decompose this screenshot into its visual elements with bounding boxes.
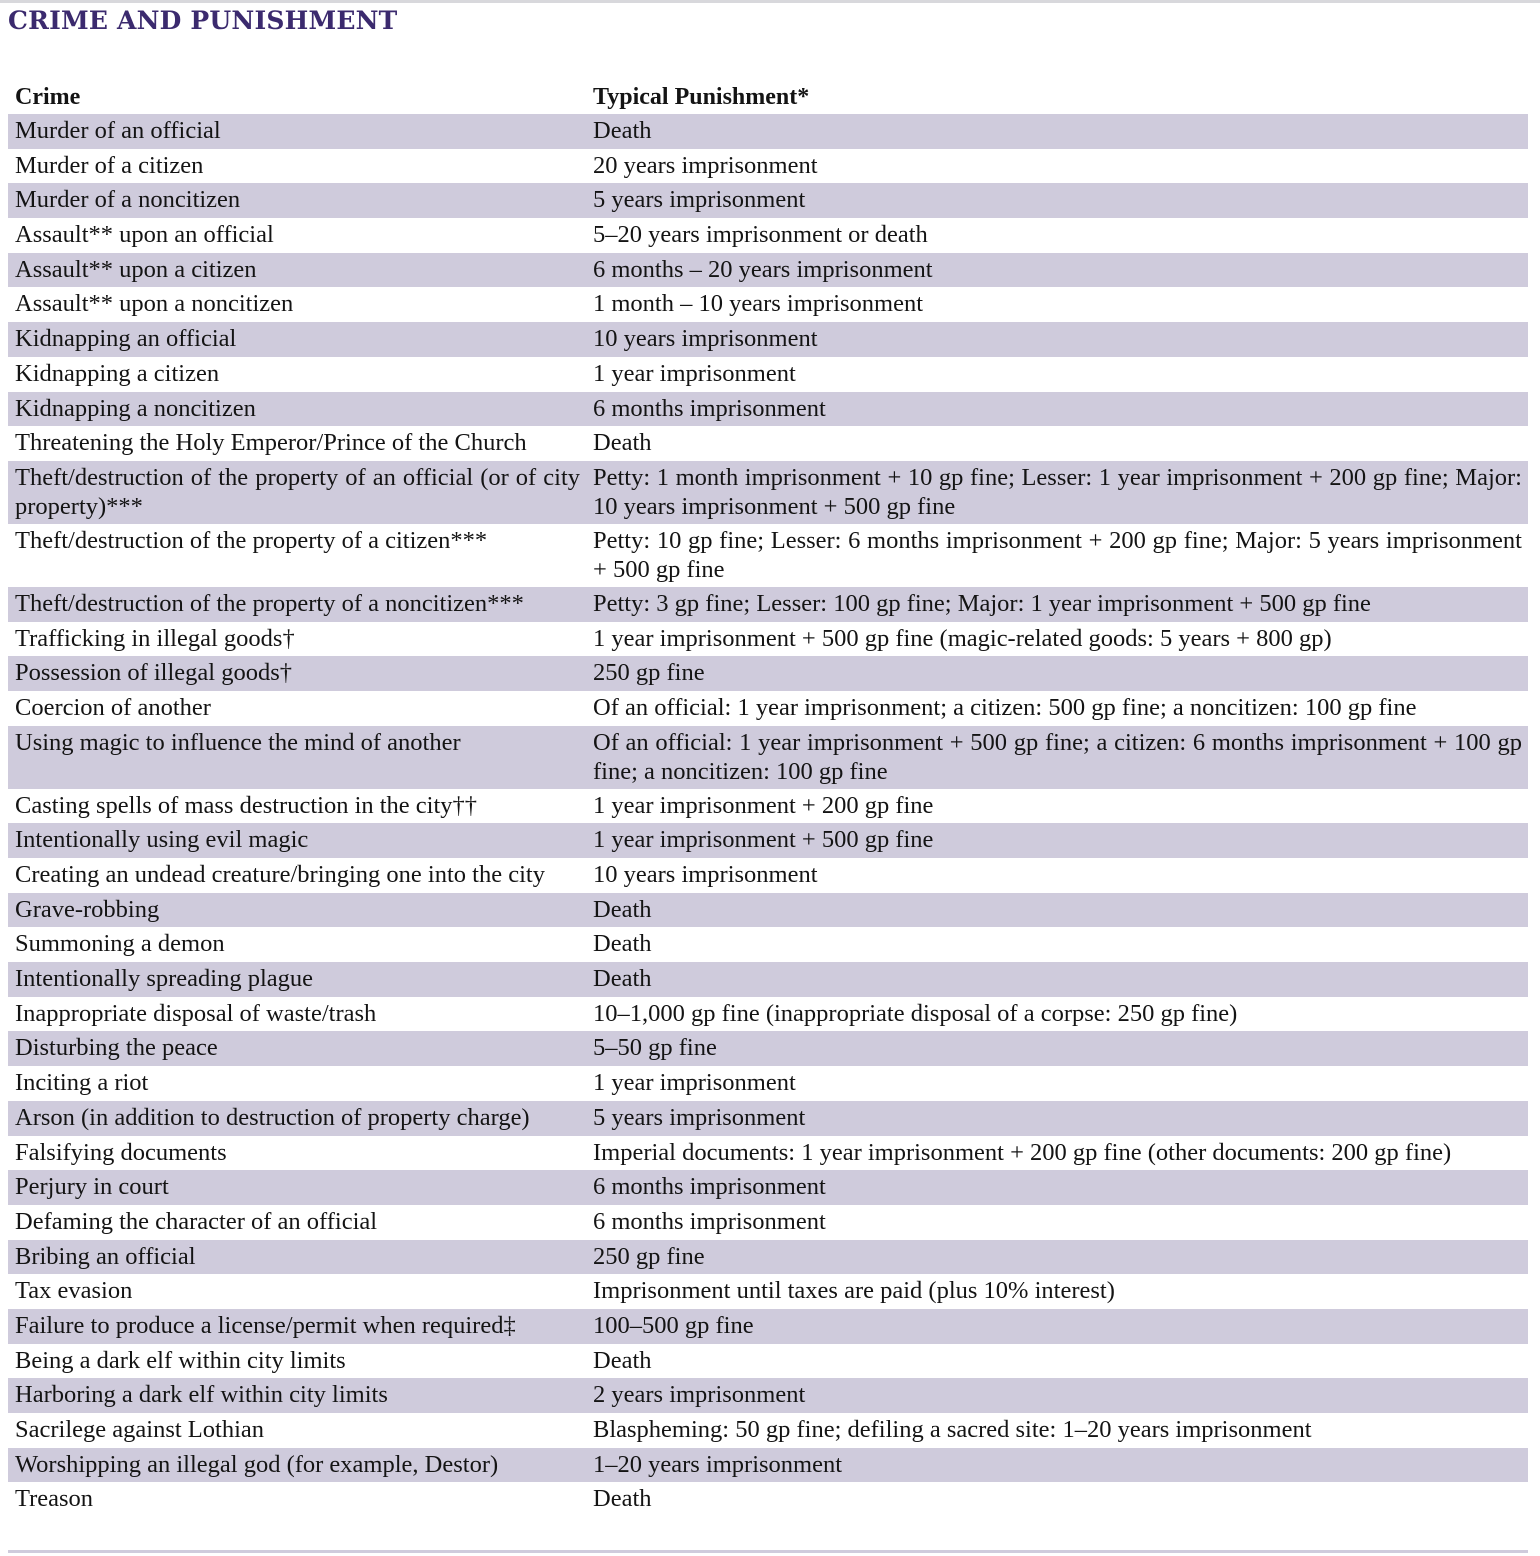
table-row	[8, 789, 1528, 824]
punishment-cell: Petty: 1 month imprisonment + 10 gp fine; Lesser: 1 year imprisonment + 200 gp fine; Major: 10 years imprisonment + 500 gp fine	[593, 463, 1522, 520]
table-row	[8, 962, 1528, 997]
punishment-cell: Death	[593, 965, 652, 993]
bottom-rule	[8, 1550, 1528, 1553]
table-body	[8, 114, 1528, 1517]
table-row	[8, 622, 1528, 657]
crime-cell: Disturbing the peace	[15, 1034, 218, 1062]
table-row	[8, 1170, 1528, 1205]
crime-cell: Inciting a riot	[15, 1069, 149, 1097]
crime-cell: Possession of illegal goods†	[15, 659, 292, 687]
table-row	[8, 1274, 1528, 1309]
table-row	[8, 691, 1528, 726]
header-crime: Crime	[15, 84, 81, 110]
table-row	[8, 1136, 1528, 1171]
punishment-cell: 10–1,000 gp fine (inappropriate disposal of a corpse: 250 gp fine)	[593, 999, 1238, 1027]
crime-cell: Kidnapping an official	[15, 325, 237, 353]
punishment-cell: Petty: 3 gp fine; Lesser: 100 gp fine; Major: 1 year imprisonment + 500 gp fine	[593, 589, 1371, 617]
punishment-cell: 100–500 gp fine	[593, 1311, 754, 1339]
crime-cell: Intentionally using evil magic	[15, 826, 309, 854]
table-row	[8, 357, 1528, 392]
table-row	[8, 1240, 1528, 1275]
table-row	[8, 183, 1528, 218]
table-row	[8, 1066, 1528, 1101]
punishment-cell: Imprisonment until taxes are paid (plus 10% interest)	[593, 1277, 1115, 1305]
punishment-cell: 6 months imprisonment	[593, 1173, 826, 1201]
crime-cell: Being a dark elf within city limits	[15, 1346, 346, 1374]
table-row	[8, 287, 1528, 322]
table-row	[8, 524, 1528, 587]
table-row	[8, 114, 1528, 149]
crime-cell: Kidnapping a noncitizen	[15, 394, 256, 422]
crime-cell: Murder of a citizen	[15, 151, 204, 179]
crime-cell: Theft/destruction of the property of a noncitizen***	[15, 589, 524, 617]
punishment-cell: 5–50 gp fine	[593, 1034, 717, 1062]
crime-cell: Summoning a demon	[15, 930, 225, 958]
punishment-cell: Death	[593, 117, 652, 144]
crime-cell: Failure to produce a license/permit when required‡	[15, 1311, 516, 1339]
crime-punishment-table	[8, 80, 1528, 1517]
punishment-cell: 5 years imprisonment	[593, 1103, 806, 1131]
table-row	[8, 1413, 1528, 1448]
crime-cell: Treason	[15, 1485, 94, 1513]
table-row	[8, 858, 1528, 893]
crime-cell: Grave-robbing	[15, 895, 160, 923]
punishment-cell: 250 gp fine	[593, 659, 705, 687]
punishment-cell: Of an official: 1 year imprisonment + 500 gp fine; a citizen: 6 months imprisonment + 100 gp fine; a noncitizen: 100 gp fine	[593, 728, 1522, 785]
crime-cell: Harboring a dark elf within city limits	[15, 1381, 388, 1409]
punishment-cell: Death	[593, 895, 652, 923]
header-punishment: Typical Punishment*	[593, 84, 810, 110]
crime-cell: Murder of a noncitizen	[15, 186, 241, 214]
punishment-cell: 5–20 years imprisonment or death	[593, 221, 928, 249]
table-row	[8, 587, 1528, 622]
punishment-cell: 10 years imprisonment	[593, 861, 818, 888]
punishment-cell: Death	[593, 429, 652, 457]
crime-cell: Sacrilege against Lothian	[15, 1416, 264, 1443]
crime-cell: Casting spells of mass destruction in the city††	[15, 791, 478, 819]
table-row	[8, 322, 1528, 357]
crime-cell: Coercion of another	[15, 693, 211, 721]
punishment-cell: Imperial documents: 1 year imprisonment + 200 gp fine (other documents: 200 gp fine)	[593, 1138, 1452, 1166]
table-row	[8, 1448, 1528, 1483]
punishment-cell: 20 years imprisonment	[593, 151, 818, 179]
top-rule	[0, 0, 1540, 3]
crime-cell: Assault** upon an official	[15, 221, 274, 249]
table-row	[8, 1031, 1528, 1066]
crime-cell: Kidnapping a citizen	[15, 359, 220, 387]
punishment-cell: Petty: 10 gp fine; Lesser: 6 months imprisonment + 200 gp fine; Major: 5 years imprisonment + 500 gp fine	[593, 526, 1522, 583]
punishment-cell: 10 years imprisonment	[593, 325, 818, 353]
crime-cell: Theft/destruction of the property of an official (or of city property)***	[15, 463, 580, 520]
crime-cell: Defaming the character of an official	[15, 1207, 378, 1235]
table-row	[8, 392, 1528, 427]
punishment-cell: 6 months imprisonment	[593, 394, 826, 422]
punishment-cell: Death	[593, 1346, 652, 1374]
punishment-cell: 1 month – 10 years imprisonment	[593, 290, 924, 318]
table-row	[8, 1344, 1528, 1379]
table-row	[8, 218, 1528, 253]
crime-cell: Murder of an official	[15, 117, 221, 144]
crime-cell: Worshipping an illegal god (for example, Destor)	[15, 1450, 499, 1478]
table-row	[8, 656, 1528, 691]
punishment-cell: 5 years imprisonment	[593, 186, 806, 214]
table-row	[8, 461, 1528, 524]
punishment-cell: 1 year imprisonment + 200 gp fine	[593, 791, 934, 819]
table-row	[8, 1378, 1528, 1413]
table-row	[8, 1309, 1528, 1344]
crime-cell: Tax evasion	[15, 1277, 133, 1305]
table-row	[8, 1101, 1528, 1136]
page-title: CRIME AND PUNISHMENT	[8, 6, 398, 35]
punishment-cell: Blaspheming: 50 gp fine; defiling a sacred site: 1–20 years imprisonment	[593, 1416, 1312, 1443]
table-row	[8, 1205, 1528, 1240]
punishment-cell: 1–20 years imprisonment	[593, 1450, 843, 1478]
crime-cell: Threatening the Holy Emperor/Prince of the Church	[15, 429, 527, 457]
table-row	[8, 823, 1528, 858]
punishment-cell: 1 year imprisonment + 500 gp fine	[593, 826, 934, 854]
punishment-cell: 1 year imprisonment + 500 gp fine (magic-related goods: 5 years + 800 gp)	[593, 624, 1332, 652]
table-row	[8, 726, 1528, 789]
crime-cell: Intentionally spreading plague	[15, 965, 313, 993]
punishment-cell: Death	[593, 1485, 652, 1513]
crime-cell: Bribing an official	[15, 1242, 196, 1270]
table-row	[8, 1482, 1528, 1517]
table-row	[8, 426, 1528, 461]
crime-cell: Using magic to influence the mind of another	[15, 728, 461, 756]
crime-cell: Falsifying documents	[15, 1138, 227, 1166]
punishment-cell: 6 months – 20 years imprisonment	[593, 255, 933, 283]
punishment-cell: 250 gp fine	[593, 1242, 705, 1270]
table-row	[8, 997, 1528, 1032]
crime-cell: Trafficking in illegal goods†	[15, 624, 295, 652]
punishment-cell: 1 year imprisonment	[593, 359, 796, 387]
crime-cell: Assault** upon a citizen	[15, 255, 257, 283]
table-row	[8, 893, 1528, 928]
crime-cell: Inappropriate disposal of waste/trash	[15, 999, 377, 1027]
punishment-cell: Death	[593, 930, 652, 958]
table-header-row	[8, 80, 1528, 114]
crime-cell: Perjury in court	[15, 1173, 169, 1201]
crime-cell: Creating an undead creature/bringing one into the city	[15, 861, 545, 888]
punishment-cell: Of an official: 1 year imprisonment; a citizen: 500 gp fine; a noncitizen: 100 gp fine	[593, 693, 1417, 721]
table-row	[8, 927, 1528, 962]
table-row	[8, 253, 1528, 288]
crime-cell: Assault** upon a noncitizen	[15, 290, 294, 318]
punishment-cell: 2 years imprisonment	[593, 1381, 806, 1409]
crime-cell: Arson (in addition to destruction of property charge)	[15, 1103, 530, 1131]
table-row	[8, 149, 1528, 184]
crime-cell: Theft/destruction of the property of a citizen***	[15, 526, 488, 554]
punishment-cell: 1 year imprisonment	[593, 1069, 796, 1097]
punishment-cell: 6 months imprisonment	[593, 1207, 826, 1235]
